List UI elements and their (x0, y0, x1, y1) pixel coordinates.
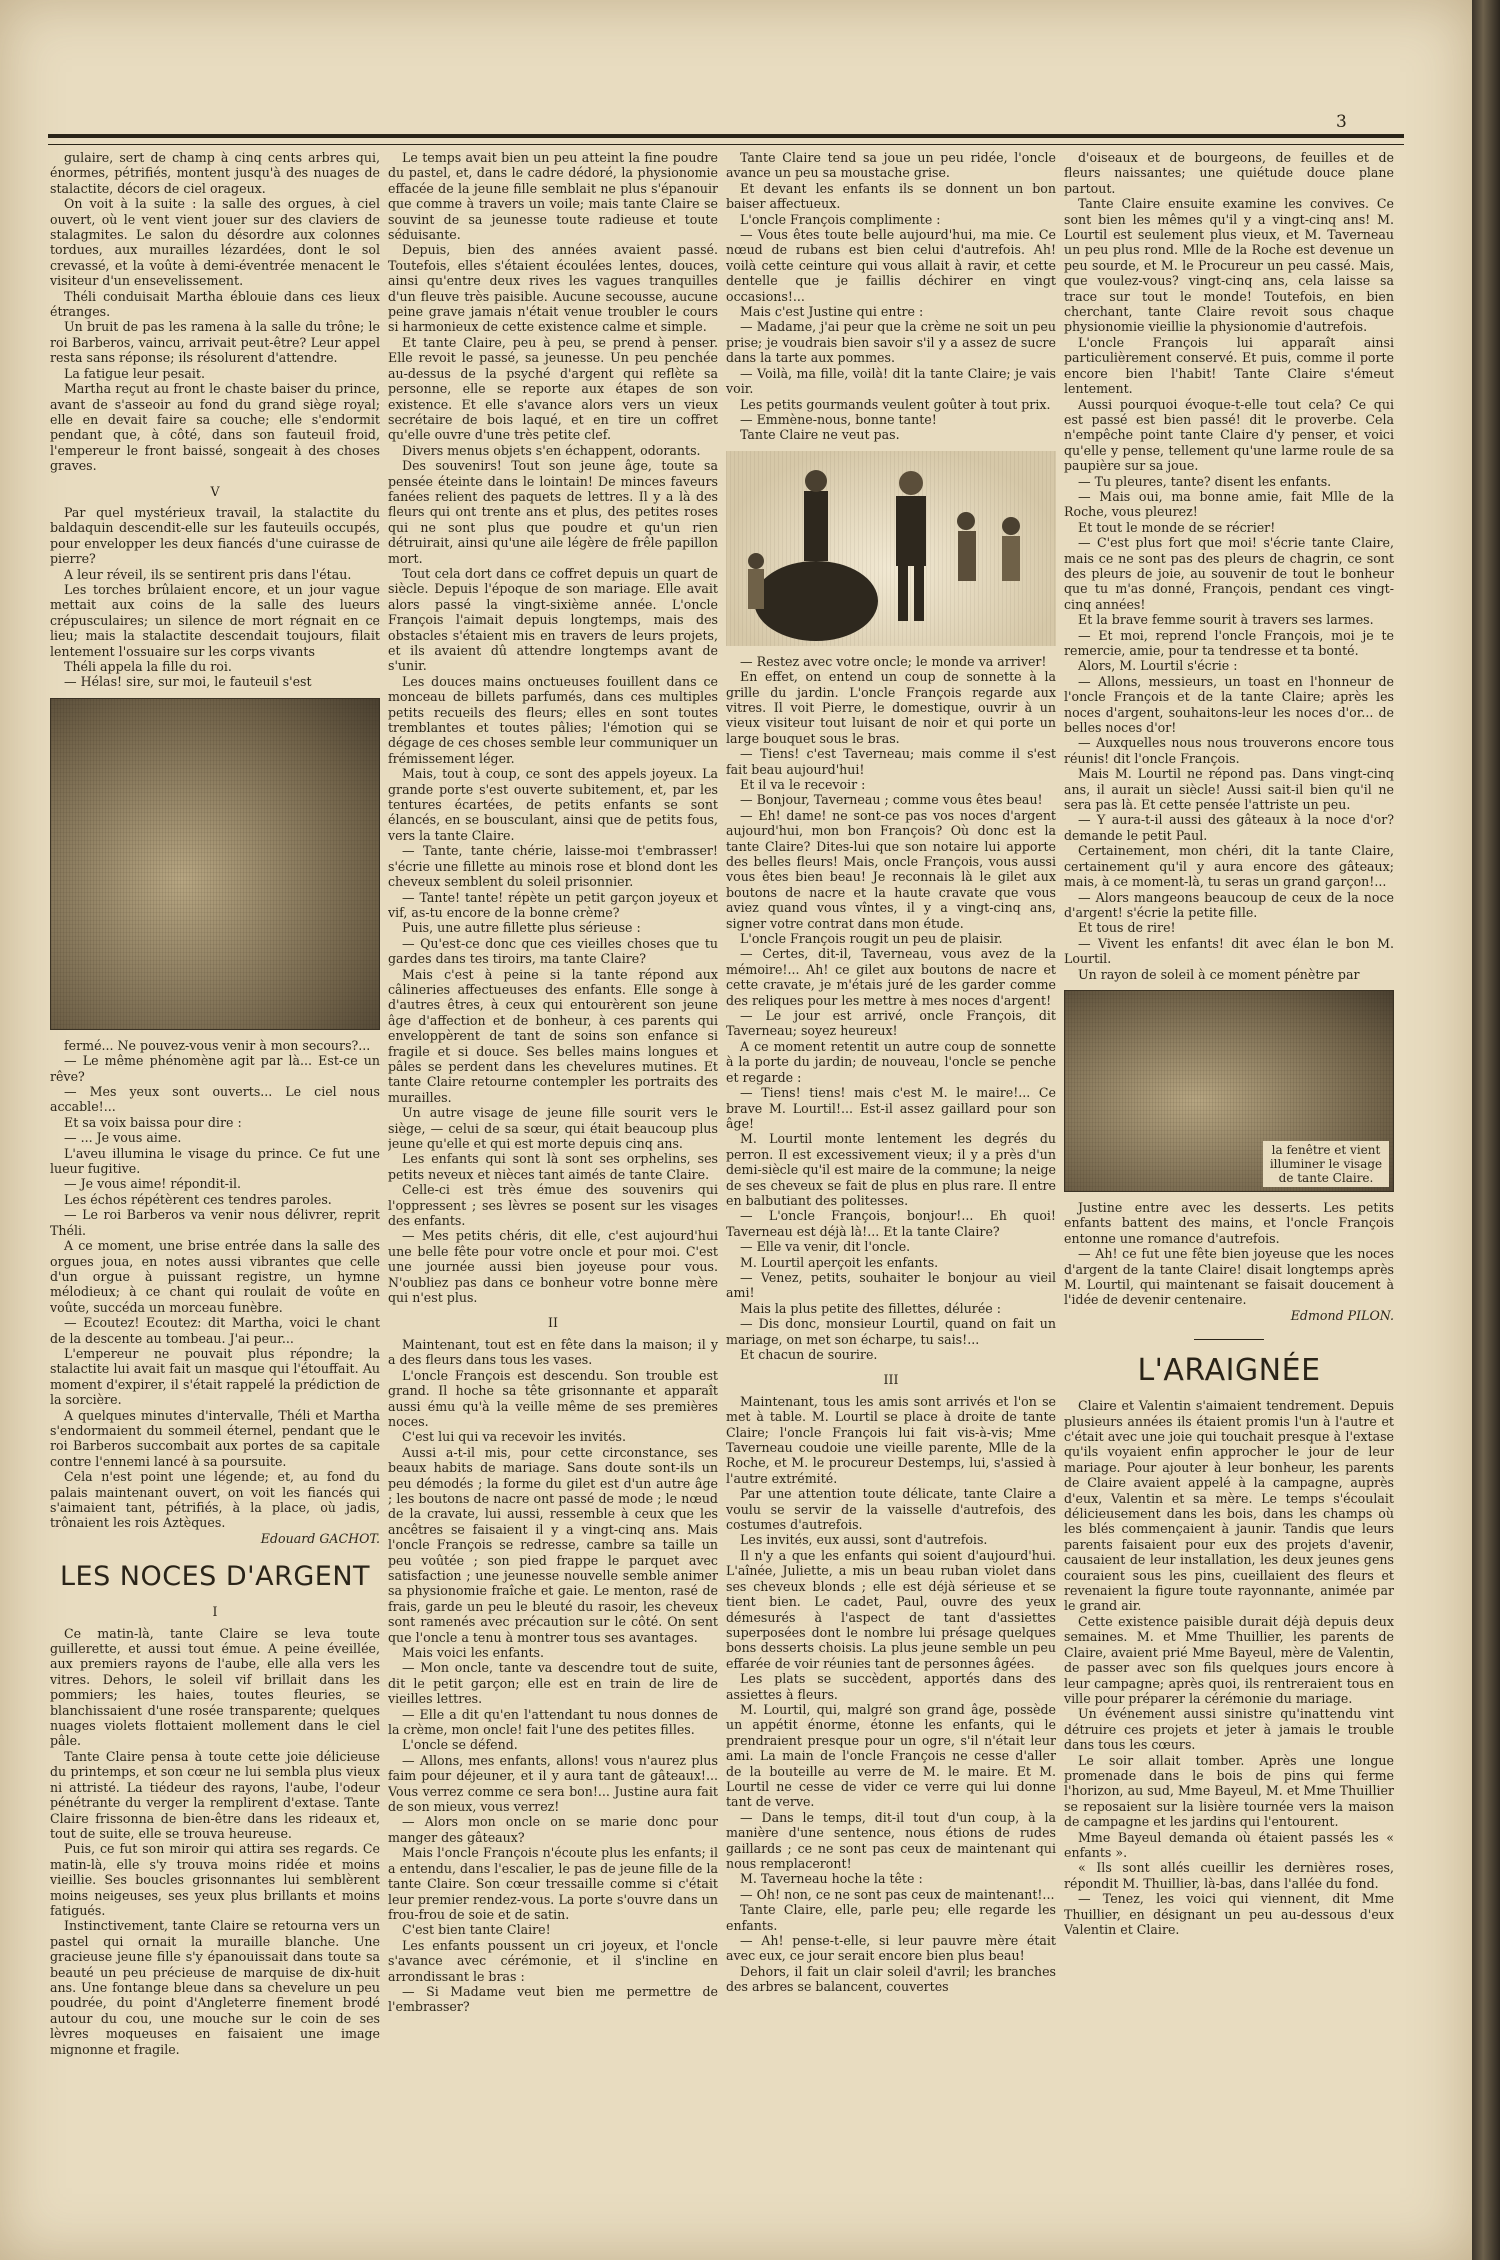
paragraph: Tante Claire tend sa joue un peu ridée, l'oncle avance un peu sa moustache grise. (726, 150, 1056, 181)
paragraph: — Oh! non, ce ne sont pas ceux de maintenant!... (740, 1886, 1055, 1902)
paragraph: Dehors, il fait un clair soleil d'avril; les branches des arbres se balancent, couvertes (726, 1963, 1056, 1995)
paragraph: — Allons, messieurs, un toast en l'honneur de l'oncle François et de la tante Claire; après les noces d'argent, souhaitons-leur les noces d'or... de belles noces d'or! (1064, 673, 1394, 736)
paragraph: Les petits gourmands veulent goûter à tout prix. (740, 396, 1051, 412)
paragraph: L'oncle François complimente : (740, 211, 941, 227)
paragraph: — Le même phénomène agit par là... Est-ce un rêve? (50, 1053, 380, 1084)
article-title: LES NOCES D'ARGENT (59, 1561, 371, 1593)
header-rule (48, 134, 1404, 145)
paragraph: Théli appela la fille du roi. (64, 659, 232, 674)
paragraph: M. Taverneau hoche la tête : (740, 1871, 923, 1887)
paragraph: Mais, tout à coup, ce sont des appels joyeux. La grande porte s'est ouverte subitement, et, par les tentures écartées, de petits enfants se sont élancés, en se bousculant, ainsi que de petits fous, vers la tante Claire. (388, 766, 718, 843)
paragraph: — Ecoutez! Ecoutez: dit Martha, voici le chant de la descente au tombeau. J'ai peur... (50, 1315, 380, 1346)
paragraph: — Voilà, ma fille, voilà! dit la tante Claire; je vais voir. (726, 365, 1056, 397)
paragraph: — Si Madame veut bien me permettre de l'embrasser? (388, 1983, 718, 2015)
banquet-illustration (1064, 990, 1394, 1192)
paragraph: Les invités, eux aussi, sont d'autrefois. (740, 1532, 988, 1548)
paragraph: — Alors mon oncle on se marie donc pour manger des gâteaux? (388, 1814, 718, 1845)
paragraph: — Madame, j'ai peur que la crème ne soit un peu prise; je voudrais bien savoir s'il y a assez de sucre dans la tarte aux pommes. (726, 319, 1056, 366)
paragraph: A quelques minutes d'intervalle, Théli et Martha s'endormaient du sommeil éternel, pendant que le roi Barberos succombait aux portes de sa capitale contre l'ennemi lancé à sa poursuite. (50, 1407, 380, 1469)
paragraph: — Allons, mes enfants, allons! vous n'aurez plus faim pour déjeuner, et il y aura tant de gâteaux!... Vous verrez comme ce sera bon!... Justine aura fait de son mieux, vous verrez! (388, 1752, 718, 1815)
paragraph: — Mais oui, ma bonne amie, fait Mlle de la Roche, vous pleurez! (1064, 488, 1394, 520)
paragraph: En effet, on entend un coup de sonnette à la grille du jardin. L'oncle François regarde aux vitres. Il voit Pierre, le domestique, ouvrir à un vieux visiteur tout luisant de noir et qui porte un large bouquet sous le bras. (726, 669, 1056, 746)
paragraph: Puis, ce fut son miroir qui attira ses regards. Ce matin-là, elle s'y trouva moins ridée et moins vieillie. Ses boucles grisonnantes lui semblèrent moins neigeuses, ses yeux plus brillants et moins fatigués. (50, 1841, 380, 1918)
paragraph: — Emmène-nous, bonne tante! (740, 411, 937, 427)
paragraph: La fatigue leur pesait. (64, 365, 205, 381)
paragraph: — L'oncle François, bonjour!... Eh quoi! Taverneau est déjà là!... Et la tante Claire? (726, 1208, 1056, 1239)
paragraph: Mais M. Lourtil ne répond pas. Dans vingt-cinq ans, il aurait un siècle! Aussi sait-il bien qu'il ne sera pas là. Et cette pensée l'attriste un peu. (1064, 766, 1394, 813)
paragraph: — Elle a dit qu'en l'attendant tu nous donnes de la crème, mon oncle! fait l'une des petites filles. (388, 1706, 718, 1738)
paragraph: d'oiseaux et de bourgeons, de feuilles et de fleurs naissantes; une quiétude douce plane partout. (1064, 150, 1394, 196)
paragraph: C'est lui qui va recevoir les invités. (402, 1429, 627, 1445)
paragraph: — Le roi Barberos va venir nous délivrer, reprit Théli. (50, 1207, 380, 1238)
paragraph: — Dis donc, monsieur Lourtil, quand on fait un mariage, on met son écharpe, tu sais!... (726, 1316, 1056, 1347)
paragraph: — Tante, tante chérie, laisse-moi t'embrasser! s'écrie une fillette au minois rose et blond dont les cheveux semblent du soleil prisonnier. (388, 843, 718, 890)
paragraph: — Qu'est-ce donc que ces vieilles choses que tu gardes dans tes tiroirs, ma tante Claire? (388, 935, 718, 967)
author-signature: Edmond PILON. (1290, 1307, 1394, 1323)
paragraph: Et devant les enfants ils se donnent un bon baiser affectueux. (726, 180, 1056, 212)
paragraph: Et il va le recevoir : (740, 776, 866, 792)
paragraph: L'oncle François lui apparaît ainsi particulièrement conservé. Et puis, comme il porte encore bien l'habit! Tante Claire s'émeut lentement. (1064, 334, 1394, 397)
paragraph: Tante Claire, elle, parle peu; elle regarde les enfants. (726, 1902, 1056, 1933)
paragraph: Et la brave femme sourit à travers ses larmes. (1078, 612, 1374, 628)
author-signature: Edouard GACHOT. (260, 1530, 380, 1546)
paragraph: Divers menus objets s'en échappent, odorants. (402, 442, 701, 458)
paragraph: gulaire, sert de champ à cinq cents arbres qui, énormes, pétrifiés, montent jusqu'à des nuages de stalactite, décors de ciel orageux. (50, 150, 380, 196)
paragraph: — Mes petits chéris, dit elle, c'est aujourd'hui une belle fête pour votre oncle et pour moi. C'est une journée aussi bien joyeuse pour vous. N'oubliez pas dans ce bonheur votre bonne mère qui n'est plus. (388, 1228, 718, 1306)
dancing-figures-sketch (726, 451, 1056, 646)
paragraph: Cette existence paisible durait déjà depuis deux semaines. M. et Mme Thuillier, les parents de Claire, avaient prié Mme Bayeul, mère de Valentin, de passer avec son fils quelques jours encore à leur campagne; après quoi, ils rentreraient tous en ville pour préparer la cérémonie du mariage. (1064, 1613, 1394, 1706)
paragraph: M. Lourtil aperçoit les enfants. (740, 1254, 939, 1270)
paragraph: L'aveu illumina le visage du prince. Ce fut une lueur fugitive. (50, 1145, 380, 1177)
paragraph: — Venez, petits, souhaiter le bonjour au vieil ami! (726, 1269, 1056, 1301)
paragraph: Depuis, bien des années avaient passé. Toutefois, elles s'étaient écoulées lentes, douces, ainsi qu'entre deux rives les vagues tranquilles d'un fleuve très paisible. Aucune secousse, aucune peine grave jamais n'était venue troubler le cours si harmonieux de cette existence calme et simple. (388, 242, 718, 335)
paragraph: A ce moment, une brise entrée dans la salle des orgues joua, en notes aussi vibrantes que celle d'un orgue à puissant registre, un hymne mélodieux; à ce chant qui roulait de voûte en voûte, succéda un morceau funèbre. (50, 1238, 380, 1315)
paragraph: — Tiens! tiens! mais c'est M. le maire!... Ce brave M. Lourtil!... Est-il assez gaillard pour son âge! (726, 1085, 1056, 1131)
section-heading: I (212, 1604, 218, 1620)
illustration-caption: la fenêtre et vient illuminer le visage de tante Claire. (1263, 1141, 1389, 1187)
binding-edge (1472, 0, 1500, 2260)
paragraph: Et tous de rire! (1078, 920, 1176, 936)
article-title: L'ARAIGNÉE (1137, 1353, 1321, 1389)
paragraph: — Restez avec votre oncle; le monde va arriver! (740, 653, 1047, 669)
paragraph: Un rayon de soleil à ce moment pénètre par (1078, 966, 1360, 982)
paragraph: — Alors mangeons beaucoup de ceux de la noce d'argent! s'écrie la petite fille. (1064, 889, 1394, 920)
paragraph: Puis, une autre fillette plus sérieuse : (402, 920, 641, 936)
paragraph: — Ah! pense-t-elle, si leur pauvre mère était avec eux, ce jour serait encore bien plus beau! (726, 1933, 1056, 1964)
paragraph: — Et moi, reprend l'oncle François, moi je te remercie, amie, pour ta tendresse et ta bonté. (1064, 627, 1394, 658)
paragraph: Et tante Claire, peu à peu, se prend à penser. Elle revoit le passé, sa jeunesse. Un peu penchée au-dessus de la psyché d'argent qui reflète sa personne, elle se reporte aux étapes de son existence. Et elle s'avance alors vers un vieux secrétaire de bois laqué, et en tire un coffret qu'elle ouvre d'une très petite clef. (388, 334, 718, 443)
paragraph: Mais c'est Justine qui entre : (740, 304, 924, 320)
paragraph: Par quel mystérieux travail, la stalactite du baldaquin descendit-elle sur les fauteuils occupés, pour envelopper les deux fiancés d'une cuirasse de pierre? (50, 504, 380, 567)
paragraph: Justine entre avec les desserts. Les petits enfants battent des mains, et l'oncle François entonne une romance d'autrefois. (1064, 1199, 1394, 1246)
paragraph: Certainement, mon chéri, dit la tante Claire, certainement qu'il y aura encore des gâteaux; mais, à ce moment-là, tu seras un grand garçon!... (1064, 843, 1394, 890)
paragraph: Aussi pourquoi évoque-t-elle tout cela? Ce qui est passé est bien passé! dit le proverbe. Cela n'empêche point tante Claire d'y penser, et voici qu'elle y pense, tellement qu'une larme roule de sa paupière sur sa joue. (1064, 396, 1394, 474)
paragraph: Mais la plus petite des fillettes, délurée : (740, 1300, 1001, 1316)
paragraph: Mais c'est à peine si la tante répond aux câlineries affectueuses des enfants. Elle songe à d'autres êtres, à ceux qui entourèrent son jeune âge d'affection et de bonheur, à ces parents qui enveloppèrent de tant de soins son enfance si fragile et si douce. Ses belles mains longues et pâles se perdent dans les chevelures mutines. Et tante Claire retourne contempler les portraits des murailles. (388, 966, 718, 1105)
paragraph: — Eh! dame! ne sont-ce pas vos noces d'argent aujourd'hui, mon bon François? Où donc est la tante Claire? Dites-lui que son notaire lui apporte des belles fleurs! Mais, oncle François, vous aussi vous êtes bien beau! Je reconnais là le gilet aux boutons de nacre et la haute cravate que vous aviez quand vous vîntes, il y a vingt-cinq ans, signer votre contrat dans mon étude. (726, 807, 1056, 931)
paragraph: Et tout le monde de se récrier! (1078, 519, 1276, 535)
paragraph: Les enfants qui sont là sont ses orphelins, ses petits neveux et nièces tant aimés de tante Claire. (388, 1151, 718, 1182)
paragraph: On voit à la suite : la salle des orgues, à ciel ouvert, où le vent vient jouer sur des claviers de stalagmites. Le salon du désordre aux colonnes tordues, aux murailles lézardées, dont le sol crevassé, et la voûte à demi-éventrée menacent le visiteur d'un ensevelissement. (50, 196, 380, 289)
paragraph: — Mon oncle, tante va descendre tout de suite, dit le petit garçon; elle est en train de lire de vieilles lettres. (388, 1660, 718, 1707)
paragraph: — Tante! tante! répète un petit garçon joyeux et vif, as-tu encore de la bonne crème? (388, 889, 718, 920)
paragraph: A ce moment retentit un autre coup de sonnette à la porte du jardin; de nouveau, l'oncle se penche et regarde : (726, 1038, 1056, 1085)
paragraph: Celle-ci est très émue des souvenirs qui l'oppressent ; ses lèvres se posent sur les visages des enfants. (388, 1182, 718, 1229)
paragraph: — Tenez, les voici qui viennent, dit Mme Thuillier, en désignant un peu au-dessous d'eux Valentin et Claire. (1064, 1891, 1394, 1937)
paragraph: L'oncle se défend. (402, 1737, 518, 1753)
paragraph: — Ah! ce fut une fête bien joyeuse que les noces d'argent de la tante Claire! disait longtemps après M. Lourtil, qui maintenant se faisait doucement à l'idée de devenir centenaire. (1064, 1246, 1394, 1308)
column-4 (1064, 150, 1394, 2240)
paragraph: Un bruit de pas les ramena à la salle du trône; le roi Barberos, vaincu, arrivait peut-être? Leur appel resta sans réponse; ils résolurent d'attendre. (50, 319, 380, 366)
paragraph: Il n'y a que les enfants qui soient d'aujourd'hui. L'aînée, Juliette, a mis un beau ruban violet dans ses cheveux blonds ; elle est déjà sérieuse et se tient bien. Le cadet, Paul, ouvre des yeux démesurés à l'aspect de tant d'assiettes superposées dont le nombre lui présage quelques bons desserts choisis. La plus jeune semble un peu effarée de voir réunies tant de personnes âgées. (726, 1547, 1056, 1671)
paragraph: Les douces mains onctueuses fouillent dans ce monceau de billets parfumés, dans ces multiples petits recueils des fleurs; elles en sont toutes tremblantes et toutes pâlies; l'émotion qui se dégage de ces choses semble leur communiquer un frémissement léger. (388, 673, 718, 766)
paragraph: — Certes, dit-il, Taverneau, vous avez de la mémoire!... Ah! ce gilet aux boutons de nacre et cette cravate, je m'étais juré de les garder comme des reliques pour les mettre à mes noces d'argent! (726, 946, 1056, 1008)
paragraph: — Y aura-t-il aussi des gâteaux à la noce d'or? demande le petit Paul. (1064, 812, 1394, 843)
paragraph: Mme Bayeul demanda où étaient passés les « enfants ». (1064, 1829, 1394, 1860)
paragraph: Les enfants poussent un cri joyeux, et l'oncle s'avance avec cérémonie, et il s'incline en arrondissant le bras : (388, 1937, 718, 1984)
paragraph: Les plats se succèdent, apportés dans des assiettes à fleurs. (726, 1671, 1056, 1702)
paragraph: Un autre visage de jeune fille sourit vers le siège, — celui de sa sœur, qui était beaucoup plus jeune qu'elle et qui est morte depuis cinq ans. (388, 1105, 718, 1151)
paragraph: Cela n'est point une légende; et, au fond du palais maintenant ouvert, on voit les fiancés qui s'aimaient tant, pétrifiés, à la place, où jadis, trônaient les rois Aztèques. (50, 1469, 380, 1531)
paragraph: Tout cela dort dans ce coffret depuis un quart de siècle. Depuis l'époque de son mariage. Elle avait alors passé la vingt-sixième année. L'oncle François l'aimait depuis longtemps, mais des obstacles s'étaient mis en travers de leurs projets, et ils avaient dû attendre longtemps avant de s'unir. (388, 565, 718, 674)
paragraph: « Ils sont allés cueillir les dernières roses, répondit M. Thuillier, là-bas, dans l'allée du fond. (1064, 1860, 1394, 1891)
paragraph: Et chacun de sourire. (740, 1347, 878, 1362)
page-number: 3 (1336, 112, 1347, 132)
paragraph: Aussi a-t-il mis, pour cette circonstance, ses beaux habits de mariage. Sans doute sont-ils un peu démodés ; la forme du gilet est d'un autre âge ; les boutons de nacre ont passé de mode ; le nœud de la cravate, lui aussi, ressemble à ceux que les ancêtres se faisaient il y a vingt-cinq ans. Mais l'oncle François se redresse, cambre sa taille un peu voûtée ; son pied frappe le parquet avec satisfaction ; une jeunesse nouvelle semble animer sa physionomie fraîche et gaie. Le menton, rasé de frais, garde un peu le bleuté du rasoir, les cheveux sont ramenés avec précaution sur le côté. On sent que l'oncle a tenu à montrer tous ses avantages. (388, 1444, 718, 1645)
column-1 (50, 150, 380, 2240)
paragraph: — Bonjour, Taverneau ; comme vous êtes beau! (740, 792, 1043, 808)
paragraph: Mais l'oncle François n'écoute plus les enfants; il a entendu, dans l'escalier, le pas de jeune fille de la tante Claire. Son cœur tressaille comme si c'était leur premier rendez-vous. La porte s'ouvre dans un frou-frou de soie et de satin. (388, 1845, 718, 1922)
article-separator (1194, 1339, 1264, 1340)
paragraph: Le soir allait tomber. Après une longue promenade dans le bois de pins qui ferme l'horizon, au sud, Mme Bayeul, M. et Mme Thuillier se reposaient sur la lisière tournée vers la maison de campagne et les jardins qui l'entourent. (1064, 1752, 1394, 1830)
paragraph: Mais voici les enfants. (402, 1645, 545, 1660)
section-heading: III (883, 1372, 899, 1388)
paragraph: Un événement aussi sinistre qu'inattendu vint détruire ces projets et jeter à jamais le trouble dans tous les cœurs. (1064, 1706, 1394, 1753)
column-3 (726, 150, 1056, 2240)
paragraph: Théli conduisait Martha éblouie dans ces lieux étranges. (50, 288, 380, 320)
paragraph: L'empereur ne pouvait plus répondre; la stalactite lui avait fait un masque qui l'étouffait. Au moment d'expirer, il s'était rappelé la prédiction de la sorcière. (50, 1345, 380, 1408)
paragraph: — Je vous aime! répondit-il. (64, 1176, 242, 1192)
paragraph: Tante Claire ensuite examine les convives. Ce sont bien les mêmes qu'il y a vingt-cinq ans! M. Lourtil est seulement plus vieux, et M. Taverneau un peu plus rond. Mlle de la Roche est devenue un peu sourde, et M. le Procureur un peu cassé. Mais, que voulez-vous? vingt-cinq ans, cela laisse sa trace sur tout le monde! Toutefois, en bien cherchant, tante Claire revoit sous chaque physionomie vieillie la physionomie d'autrefois. (1064, 196, 1394, 335)
paragraph: Et sa voix baissa pour dire : (64, 1114, 242, 1130)
paragraph: — Vous êtes toute belle aujourd'hui, ma mie. Ce nœud de rubans est bien celui d'autrefois. Ah! voilà cette ceinture qui vous allait à ravir, et cette dentelle que je faillis déchirer en vingt occasions!... (726, 227, 1056, 304)
paragraph: Alors, M. Lourtil s'écrie : (1078, 658, 1238, 674)
dancing-couple-illustration (726, 451, 1056, 646)
paragraph: Maintenant, tous les amis sont arrivés et l'on se met à table. M. Lourtil se place à droite de tante Claire; l'oncle François lui fait vis-à-vis; Mme Taverneau coudoie une vieille parente, Mlle de la Roche, et M. le procureur Destemps, lui, s'assied à l'autre extrémité. (726, 1393, 1056, 1486)
engraving-illustration (50, 698, 380, 1030)
paragraph: Martha reçut au front le chaste baiser du prince, avant de s'asseoir au fond du grand siège royal; elle en devait faire sa couche; elle s'endormit pendant que, à côté, dans son fauteuil froid, l'empereur le front baissé, songeait à des choses graves. (50, 381, 380, 474)
paragraph: — ... Je vous aime. (64, 1130, 182, 1146)
paragraph: Tante Claire ne veut pas. (740, 427, 900, 443)
paragraph: M. Lourtil monte lentement les degrés du perron. Il est excessivement vieux; il y a près d'un demi-siècle qu'il est maire de la commune; la neige de ses cheveux se fait de plus en plus rare. Il entre en balbutiant des politesses. (726, 1131, 1056, 1208)
paragraph: Ce matin-là, tante Claire se leva toute guillerette, et aussi tout émue. A peine éveillée, aux premiers rayons de l'aube, elle alla vers les vitres. Dehors, le soleil vif brillait dans les pommiers; les haies, toutes fleuries, se blanchissaient d'une rosée transparente; quelques nuages violets flottaient mollement dans le ciel pâle. (50, 1625, 380, 1749)
paragraph: C'est bien tante Claire! (402, 1922, 551, 1938)
paragraph: Des souvenirs! Tout son jeune âge, toute sa pensée éteinte dans le lointain! De minces faveurs fanées relient des paquets de lettres. Il y a là des fleurs qui ont trente ans et plus, des petites roses qui ne sont plus que poudre et qu'un rien détruirait, ainsi qu'une aile légère de frêle papillon mort. (388, 458, 718, 566)
paragraph: Les torches brûlaient encore, et un jour vague mettait aux coins de la salle des lueurs crépusculaires; un silence de mort régnait en ce lieu; mais la stalactite descendait toujours, filait lentement l'ossuaire sur les corps vivants (50, 581, 380, 659)
paragraph: Le temps avait bien un peu atteint la fine poudre du pastel, et, dans le cadre dédoré, la physionomie effacée de la jeune fille semblait ne plus s'épanouir que comme à travers un voile; mais tante Claire se souvint de sa jeunesse toute radieuse et toute séduisante. (388, 150, 718, 243)
paragraph: — Mes yeux sont ouverts... Le ciel nous accable!... (50, 1084, 380, 1115)
paragraph: — Elle va venir, dit l'oncle. (740, 1239, 911, 1255)
paragraph: Tante Claire pensa à toute cette joie délicieuse du printemps, et son cœur ne lui sembla plus vieux ni attristé. La tiédeur des rayons, l'aube, l'odeur pénétrante du verger la remplirent d'extase. Tante Claire frissonna de bien-être dans les rideaux et, tout de suite, elle se trouva heureuse. (50, 1748, 380, 1841)
paragraph: M. Lourtil, qui, malgré son grand âge, possède un appétit énorme, étonne les enfants, qui le prendraient presque pour un ogre, s'il n'était leur ami. La main de l'oncle François ne cesse d'aller de la bouteille au verre de M. le maire. Et M. Lourtil ne cesse de vider ce verre qui lui donne tant de verve. (726, 1701, 1056, 1810)
section-heading: V (210, 483, 220, 499)
paragraph: — Tu pleures, tante? disent les enfants. (1078, 473, 1332, 489)
column-2 (388, 150, 718, 2240)
paragraph: — Vivent les enfants! dit avec élan le bon M. Lourtil. (1064, 935, 1394, 967)
paragraph: — C'est plus fort que moi! s'écrie tante Claire, mais ce ne sont pas des pleurs de chagrin, ce sont des pleurs de joie, au souvenir de tout le bonheur que tu m'as donné, François, pendant ces vingt-cinq années! (1064, 535, 1394, 612)
paragraph: — Le jour est arrivé, oncle François, dit Taverneau; soyez heureux! (726, 1008, 1056, 1039)
paragraph: Par une attention toute délicate, tante Claire a voulu se servir de la vaisselle d'autrefois, des costumes d'autrefois. (726, 1486, 1056, 1533)
paragraph: Les échos répétèrent ces tendres paroles. (64, 1191, 332, 1207)
paragraph: A leur réveil, ils se sentirent pris dans l'étau. (64, 566, 352, 582)
paragraph: fermé... Ne pouvez-vous venir à mon secours?... (64, 1037, 371, 1053)
paragraph: L'oncle François rougit un peu de plaisir. (740, 931, 1003, 947)
paragraph: — Tiens! c'est Taverneau; mais comme il s'est fait beau aujourd'hui! (726, 746, 1056, 777)
paragraph: Maintenant, tout est en fête dans la maison; il y a des fleurs dans tous les vases. (388, 1336, 718, 1368)
paragraph: Claire et Valentin s'aimaient tendrement. Depuis plusieurs années ils étaient promis l'un à l'autre et c'était avec une joie qui touchait presque à l'extase qu'ils voyaient enfin approcher le jour de leur mariage. Pour ajouter à leur bonheur, les parents de Claire avaient appelé à la campagne, auprès d'eux, Valentin et sa mère. Le temps s'écoulait délicieusement dans les bois, dans les champs où les blés commençaient à jaunir. Tandis que leurs parents faisaient pour eux des projets d'avenir, causaient de leur installation, les deux jeunes gens couraient sous les pins, cueillaient des fleurs et revenaient la figure toute rayonnante, animée par le grand air. (1064, 1398, 1394, 1614)
paragraph: — Hélas! sire, sur moi, le fauteuil s'est (64, 674, 312, 690)
paragraph: Instinctivement, tante Claire se retourna vers un pastel qui ornait la muraille blanche. Une gracieuse jeune fille s'y épanouissait dans toute sa beauté un peu précieuse de marquise de dix-huit ans. Une fontange bleue dans sa chevelure un peu poudrée, du point d'Angleterre finement brodé autour du cou, une mouche sur le coin de ses lèvres moqueuses en faisaient une image mignonne et fragile. (50, 1918, 380, 2057)
paragraph: — Auxquelles nous nous trouverons encore tous réunis! dit l'oncle François. (1064, 735, 1394, 766)
section-heading: II (548, 1315, 558, 1331)
paragraph: — Dans le temps, dit-il tout d'un coup, à la manière d'une sentence, nous étions de rudes gaillards ; ce ne sont pas ceux de maintenant qui nous remplaceront! (726, 1809, 1056, 1871)
paragraph: L'oncle François est descendu. Son trouble est grand. Il hoche sa tête grisonnante et apparaît aussi ému qu'à la veille même de ses premières noces. (388, 1367, 718, 1429)
